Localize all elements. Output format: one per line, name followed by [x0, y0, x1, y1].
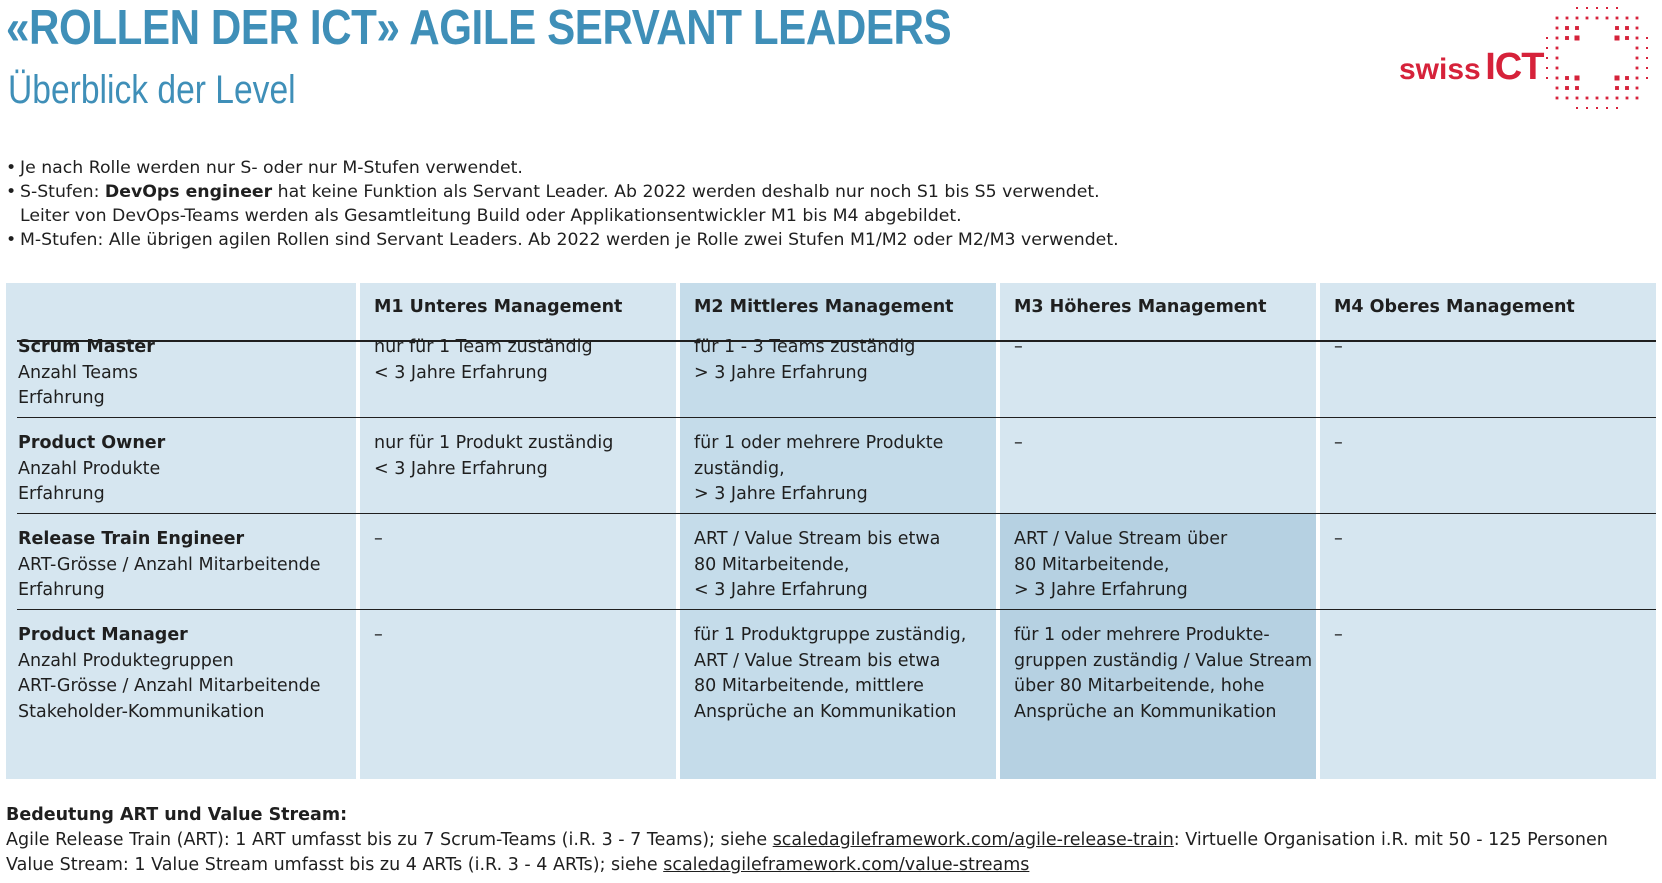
- logo-wordmark: swiss ICT: [1399, 46, 1544, 88]
- header-m4: M4 Oberes Management: [1334, 297, 1575, 317]
- cell-m4: –: [1334, 433, 1343, 453]
- logo-dot: [1556, 17, 1559, 20]
- logo-dot: [1576, 97, 1579, 100]
- logo-dot: [1546, 37, 1548, 39]
- logo-dot: [1565, 36, 1569, 40]
- logo-dot: [1616, 97, 1619, 100]
- logo-dot: [1575, 36, 1580, 41]
- row-divider: [17, 513, 1656, 514]
- logo-dot: [1556, 57, 1559, 60]
- logo-dot: [1646, 37, 1648, 39]
- logo-dot: [1625, 86, 1629, 90]
- logo-dot: [1616, 17, 1619, 20]
- logo-dot: [1586, 7, 1588, 9]
- logo-dot: [1646, 47, 1648, 49]
- row-release-train-engineer-label: Release Train Engineer ART-Grösse / Anzahl Mitarbeitende Erfahrung: [18, 529, 321, 600]
- logo-dot: [1596, 107, 1598, 109]
- bullet-item: • Je nach Rolle werden nur S- oder nur M-Stufen verwendet.: [6, 156, 1119, 180]
- logo-dot: [1646, 77, 1648, 79]
- bullet-list: [6, 156, 1119, 252]
- row-product-owner-label: Product Owner Anzahl Produkte Erfahrung: [18, 433, 166, 504]
- cell-m2: für 1 oder mehrere Produkte zuständig, > 3 Jahre Erfahrung: [694, 433, 944, 504]
- logo-dot: [1576, 7, 1578, 9]
- logo-dot: [1625, 76, 1629, 80]
- footnote-value-stream: Value Stream: 1 Value Stream umfasst bis zu 4 ARTs (i.R. 3 - 4 ARTs); siehe scaledagileframework.com/value-streams: [6, 855, 1030, 875]
- logo-dot: [1546, 57, 1548, 59]
- dot-grid-icon: [1539, 6, 1659, 118]
- logo-dot: [1606, 107, 1608, 109]
- logo-dot: [1575, 86, 1579, 90]
- cell-m3: ART / Value Stream über 80 Mitarbeitende, > 3 Jahre Erfahrung: [1014, 529, 1228, 600]
- logo-dot: [1615, 86, 1619, 90]
- logo-dot: [1615, 36, 1620, 41]
- link-agile-release-train[interactable]: scaledagileframework.com/agile-release-train: [772, 830, 1174, 850]
- column-divider: [676, 283, 680, 779]
- logo-dot: [1556, 87, 1559, 90]
- logo-dot: [1575, 76, 1580, 81]
- logo-dot: [1636, 97, 1639, 100]
- logo-dot: [1546, 47, 1548, 49]
- logo-dot: [1615, 76, 1620, 81]
- bullet-continuation: Leiter von DevOps-Teams werden als Gesamtleitung Build oder Applikationsentwickler M1 bis M4 abgebildet.: [20, 206, 962, 226]
- logo-dot: [1626, 17, 1629, 20]
- logo-dot: [1606, 17, 1609, 20]
- cell-m2: für 1 - 3 Teams zuständig > 3 Jahre Erfahrung: [694, 337, 916, 383]
- logo-dot: [1636, 27, 1639, 30]
- column-m4: [1320, 283, 1656, 779]
- logo-dot: [1636, 47, 1639, 50]
- footnote-art: Agile Release Train (ART): 1 ART umfasst bis zu 7 Scrum-Teams (i.R. 3 - 7 Teams); siehe scaledagileframework.com/agile-release-train: Virtuelle Organisation i.R. mit 50 - 125 Personen: [6, 830, 1608, 850]
- logo-dot: [1616, 107, 1618, 109]
- logo-dot: [1556, 37, 1559, 40]
- logo-dot: [1566, 17, 1569, 20]
- header-m1: M1 Unteres Management: [374, 297, 623, 317]
- cell-m2: für 1 Produktgruppe zuständig, ART / Value Stream bis etwa 80 Mitarbeitende, mittlere Ansprüche an Kommunikation: [694, 625, 967, 722]
- logo-dot: [1615, 26, 1619, 30]
- logo-dot: [1586, 97, 1589, 100]
- logo-dot: [1556, 97, 1559, 100]
- level-table: [6, 283, 1656, 779]
- logo-dot: [1565, 86, 1569, 90]
- row-divider: [17, 417, 1656, 418]
- logo-dot: [1606, 97, 1609, 100]
- logo-dot: [1636, 37, 1639, 40]
- swissict-logo: [1399, 6, 1659, 118]
- logo-dot: [1576, 17, 1579, 20]
- logo-dot: [1565, 26, 1569, 30]
- cell-m1: nur für 1 Produkt zuständig < 3 Jahre Erfahrung: [374, 433, 614, 479]
- cell-m1: nur für 1 Team zuständig < 3 Jahre Erfahrung: [374, 337, 593, 383]
- cell-m4: –: [1334, 337, 1343, 357]
- column-divider: [1316, 283, 1320, 779]
- logo-dot: [1626, 97, 1629, 100]
- logo-dot: [1596, 17, 1599, 20]
- logo-dot: [1636, 77, 1639, 80]
- link-value-streams[interactable]: scaledagileframework.com/value-streams: [663, 855, 1030, 875]
- logo-dot: [1565, 76, 1569, 80]
- logo-dot: [1625, 36, 1629, 40]
- row-scrum-master-label: Scrum Master Anzahl Teams Erfahrung: [18, 337, 155, 408]
- cell-m3: –: [1014, 433, 1023, 453]
- column-divider: [356, 283, 360, 779]
- cell-m1: –: [374, 529, 383, 549]
- logo-dot: [1636, 67, 1639, 70]
- logo-dot: [1586, 17, 1589, 20]
- logo-dot: [1546, 77, 1548, 79]
- cell-m2: ART / Value Stream bis etwa 80 Mitarbeitende, < 3 Jahre Erfahrung: [694, 529, 941, 600]
- logo-dot: [1556, 27, 1559, 30]
- page-subtitle: Überblick der Level: [8, 68, 296, 112]
- logo-dot: [1556, 77, 1559, 80]
- logo-dot: [1616, 7, 1618, 9]
- cell-m1: –: [374, 625, 383, 645]
- logo-dot: [1646, 67, 1648, 69]
- footnote-heading: Bedeutung ART und Value Stream:: [6, 805, 348, 825]
- logo-dot: [1596, 7, 1598, 9]
- page-title: «ROLLEN DER ICT» AGILE SERVANT LEADERS: [6, 1, 952, 55]
- bullet-item: • M-Stufen: Alle übrigen agilen Rollen sind Servant Leaders. Ab 2022 werden je Rolle zwei Stufen M1/M2 oder M2/M3 verwendet.: [6, 228, 1119, 252]
- header-m3: M3 Höheres Management: [1014, 297, 1267, 317]
- logo-dot: [1566, 97, 1569, 100]
- logo-dot: [1586, 107, 1588, 109]
- bullet-item: • S-Stufen: DevOps engineer hat keine Funktion als Servant Leader. Ab 2022 werden deshalb nur noch S1 bis S5 verwendet.: [6, 180, 1119, 204]
- logo-dot: [1596, 97, 1599, 100]
- logo-dot: [1546, 67, 1548, 69]
- logo-dot: [1646, 57, 1648, 59]
- header-m2: M2 Mittleres Management: [694, 297, 954, 317]
- logo-dot: [1556, 47, 1559, 50]
- footnote: [6, 803, 1608, 878]
- column-divider: [996, 283, 1000, 779]
- logo-dot: [1636, 87, 1639, 90]
- logo-dot: [1575, 26, 1579, 30]
- logo-dot: [1606, 7, 1608, 9]
- logo-dot: [1556, 67, 1559, 70]
- row-product-manager-label: Product Manager Anzahl Produktegruppen ART-Grösse / Anzahl Mitarbeitende Stakeholder-Kommunikation: [18, 625, 321, 722]
- cell-m4: –: [1334, 625, 1343, 645]
- cell-m4: –: [1334, 529, 1343, 549]
- logo-dot: [1625, 26, 1629, 30]
- row-divider: [17, 609, 1656, 610]
- logo-dot: [1636, 17, 1639, 20]
- cell-m3: für 1 oder mehrere Produkte- gruppen zuständig / Value Stream über 80 Mitarbeitende, hohe Ansprüche an Kommunikation: [1014, 625, 1313, 722]
- logo-dot: [1636, 57, 1639, 60]
- logo-dot: [1576, 107, 1578, 109]
- cell-m3: –: [1014, 337, 1023, 357]
